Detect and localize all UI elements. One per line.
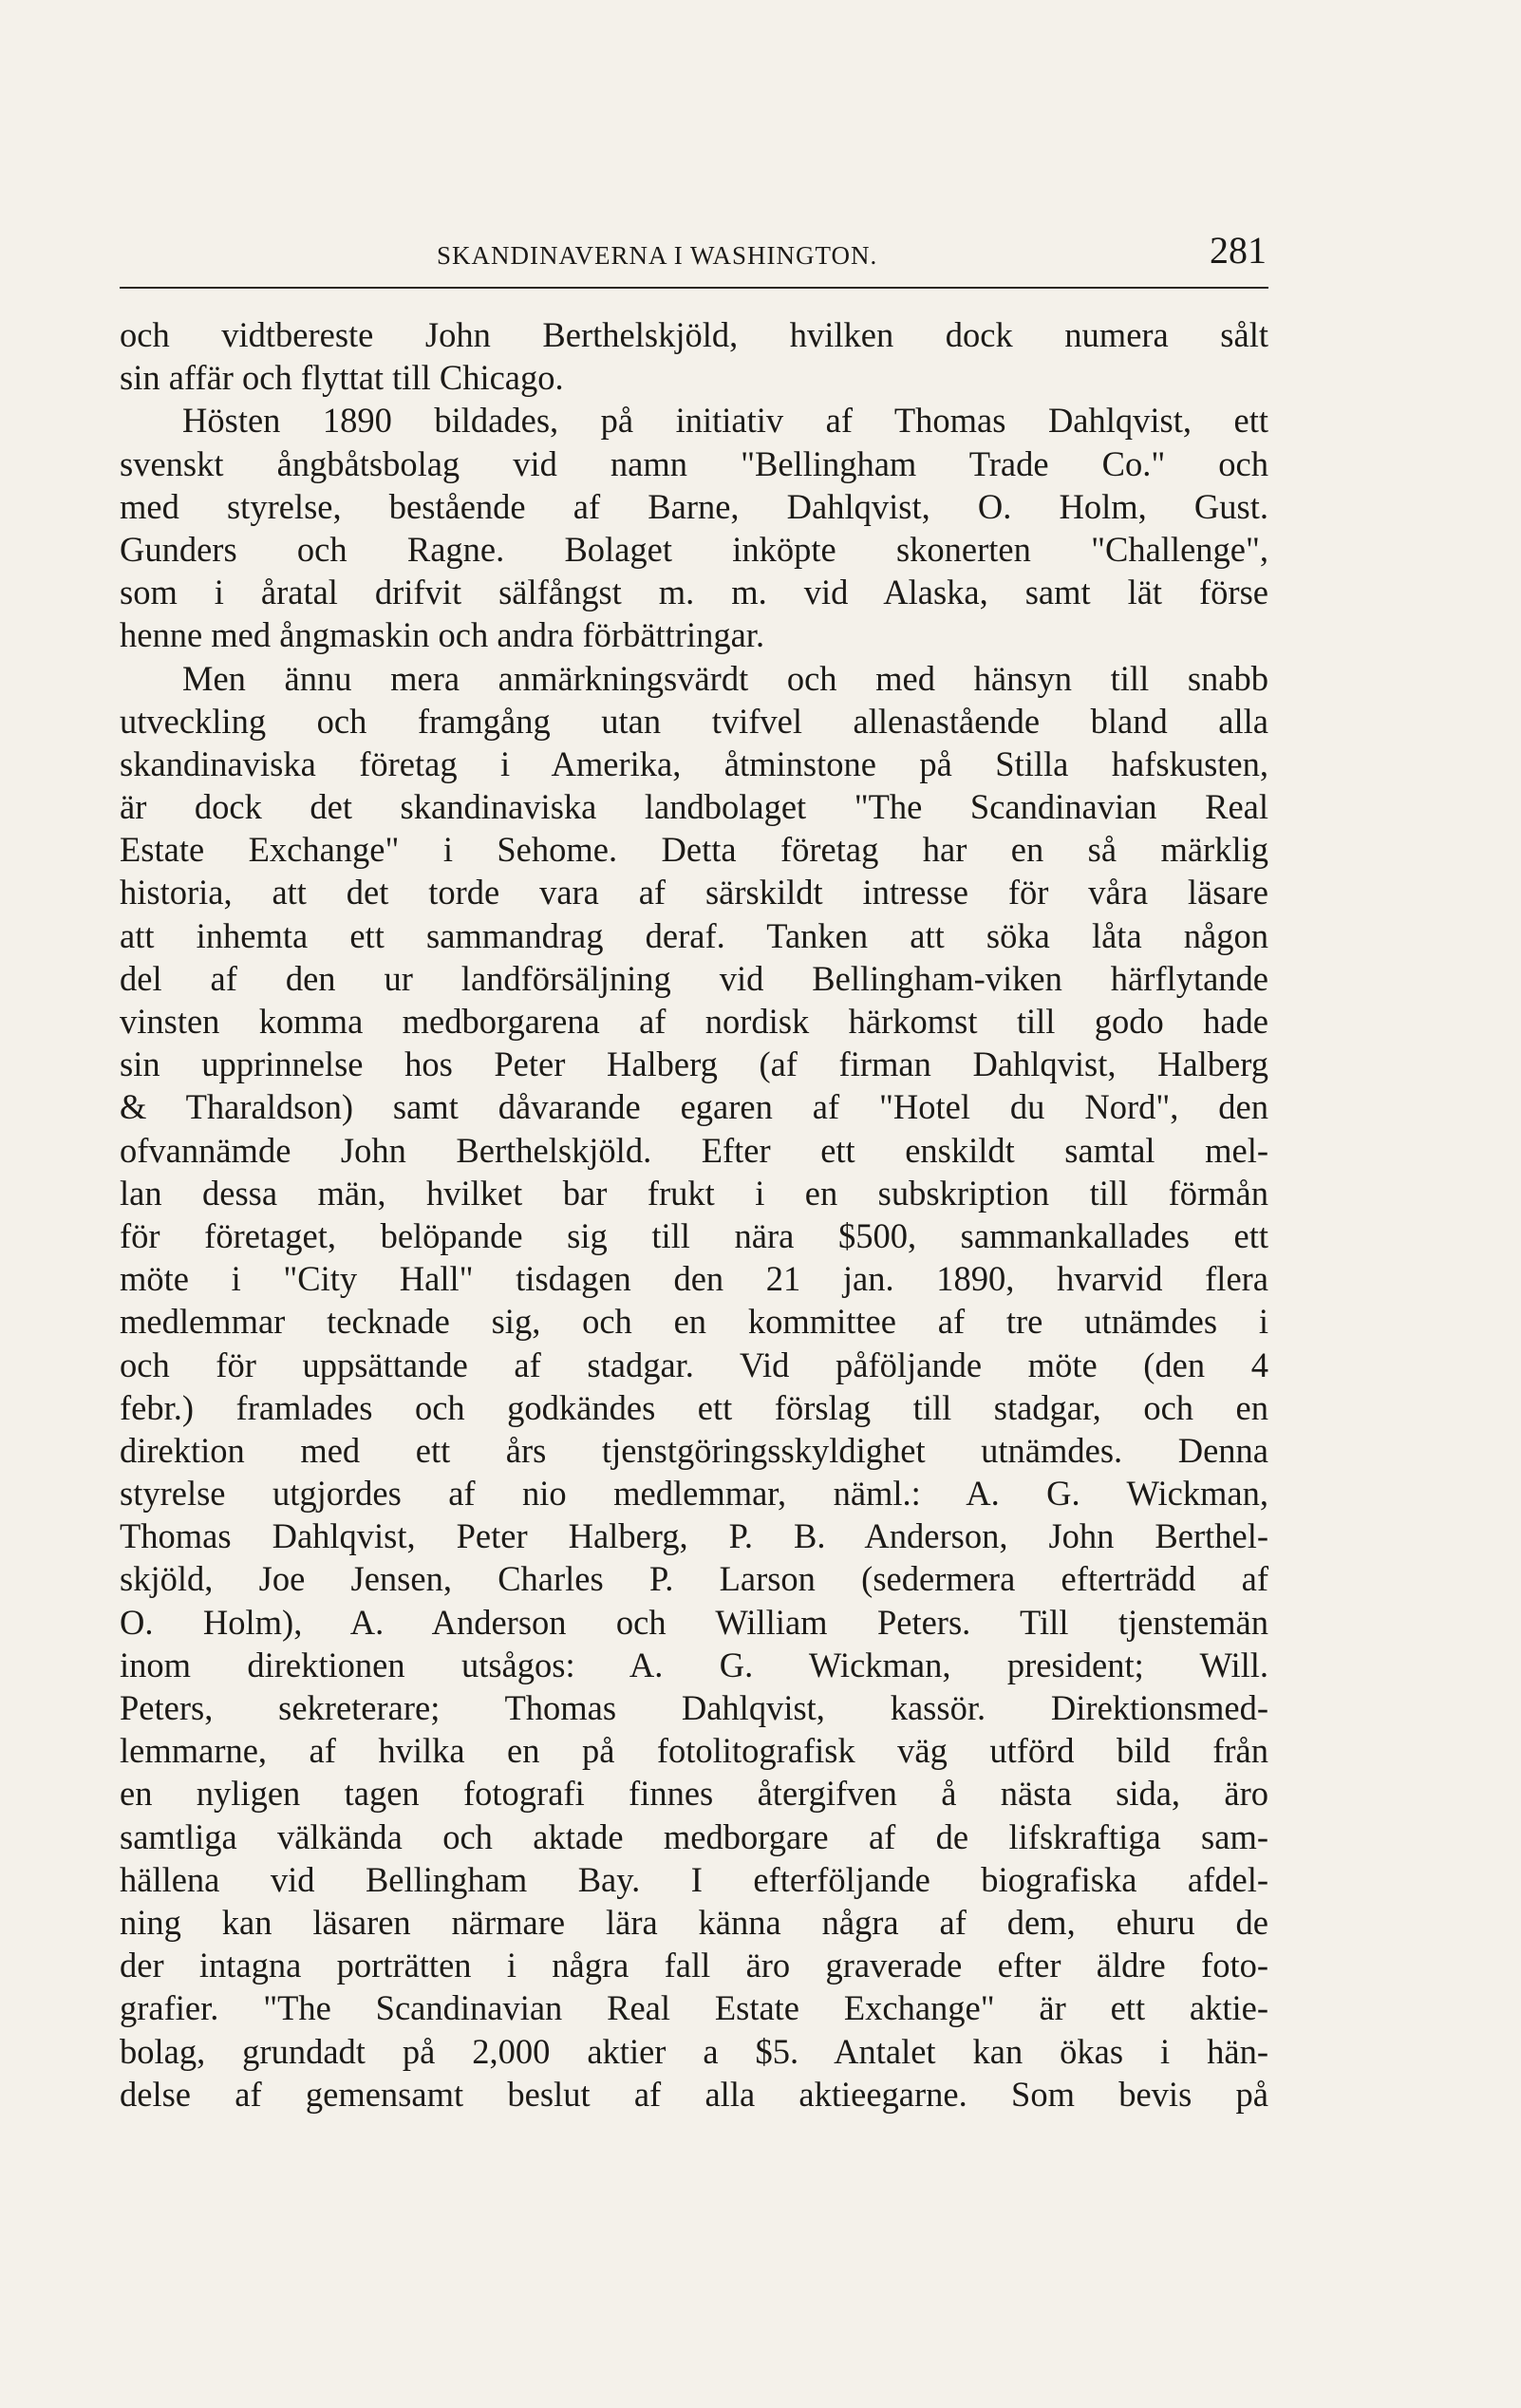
- text-line: sin upprinnelse hos Peter Halberg (af firman Dahlqvist, Halberg: [120, 1044, 1268, 1084]
- book-page: [120, 228, 1268, 2116]
- text-line: vinsten komma medborgarena af nordisk härkomst till godo hade: [120, 1002, 1268, 1041]
- text-line: O. Holm), A. Anderson och William Peters. Till tjenstemän: [120, 1602, 1268, 1642]
- text-line: & Tharaldson) samt dåvarande egaren af "Hotel du Nord", den: [120, 1087, 1268, 1127]
- text-line: styrelse utgjordes af nio medlemmar, näml.: A. G. Wickman,: [120, 1474, 1268, 1514]
- page-number: 281: [1210, 229, 1267, 272]
- text-line: historia, att det torde vara af särskildt intresse för våra läsare: [120, 873, 1268, 912]
- text-line: som i åratal drifvit sälfångst m. m. vid Alaska, samt lät förse: [120, 573, 1268, 612]
- text-line: Thomas Dahlqvist, Peter Halberg, P. B. Anderson, John Berthel-: [120, 1516, 1268, 1556]
- text-line: ning kan läsaren närmare lära känna några af dem, ehuru de: [120, 1902, 1268, 1942]
- text-line: del af den ur landförsäljning vid Bellingham-viken härflytande: [120, 958, 1268, 998]
- running-title: SKANDINAVERNA I WASHINGTON.: [437, 241, 878, 270]
- text-line: Estate Exchange" i Sehome. Detta företag har en så märklig: [120, 830, 1268, 870]
- text-line: hällena vid Bellingham Bay. I efterföljande biografiska afdel-: [120, 1859, 1268, 1899]
- text-line: samtliga välkända och aktade medborgare af de lifskraftiga sam-: [120, 1816, 1268, 1856]
- text-line: Hösten 1890 bildades, på initiativ af Thomas Dahlqvist, ett: [182, 401, 1268, 441]
- text-line: för företaget, belöpande sig till nära $500, sammankallades ett: [120, 1215, 1268, 1255]
- text-line: med styrelse, bestående af Barne, Dahlqvist, O. Holm, Gust.: [120, 486, 1268, 526]
- text-line: svenskt ångbåtsbolag vid namn "Bellingham Trade Co." och: [120, 443, 1268, 483]
- text-line: och för uppsättande af stadgar. Vid påföljande möte (den 4: [120, 1345, 1268, 1384]
- text-line: grafier. "The Scandinavian Real Estate Exchange" är ett aktie-: [120, 1988, 1268, 2028]
- text-line: sin affär och flyttat till Chicago.: [120, 358, 564, 398]
- text-line: möte i "City Hall" tisdagen den 21 jan. 1890, hvarvid flera: [120, 1259, 1268, 1299]
- text-line: Gunders och Ragne. Bolaget inköpte skonerten "Challenge",: [120, 529, 1268, 569]
- text-line: henne med ångmaskin och andra förbättringar.: [120, 615, 765, 655]
- text-line: febr.) framlades och godkändes ett förslag till stadgar, och en: [120, 1387, 1268, 1427]
- text-line: bolag, grundadt på 2,000 aktier a $5. Antalet kan ökas i hän-: [120, 2031, 1268, 2071]
- text-line: är dock det skandinaviska landbolaget "The Scandinavian Real: [120, 787, 1268, 827]
- text-line: och vidtbereste John Berthelskjöld, hvilken dock numera sålt: [120, 315, 1268, 354]
- text-line: att inhemta ett sammandrag deraf. Tanken att söka låta någon: [120, 915, 1268, 955]
- text-line: der intagna porträtten i några fall äro graverade efter äldre foto-: [120, 1946, 1268, 1985]
- text-line: medlemmar tecknade sig, och en kommittee af tre utnämdes i: [120, 1302, 1268, 1342]
- text-line: inom direktionen utsågos: A. G. Wickman, president; Will.: [120, 1645, 1268, 1684]
- text-line: skjöld, Joe Jensen, Charles P. Larson (sedermera efterträdd af: [120, 1559, 1268, 1599]
- text-line: lan dessa män, hvilket bar frukt i en subskription till förmån: [120, 1173, 1268, 1213]
- text-line: en nyligen tagen fotografi finnes återgifven å nästa sida, äro: [120, 1774, 1268, 1814]
- body-text: [120, 313, 1268, 2116]
- text-line: ofvannämde John Berthelskjöld. Efter ett enskildt samtal mel-: [120, 1130, 1268, 1170]
- running-header: [120, 228, 1268, 289]
- text-line: utveckling och framgång utan tvifvel allenastående bland alla: [120, 701, 1268, 741]
- text-line: direktion med ett års tjenstgöringsskyldighet utnämdes. Denna: [120, 1430, 1268, 1470]
- text-line: Men ännu mera anmärkningsvärdt och med hänsyn till snabb: [182, 658, 1268, 698]
- text-line: Peters, sekreterare; Thomas Dahlqvist, kassör. Direktionsmed-: [120, 1688, 1268, 1727]
- text-line: skandinaviska företag i Amerika, åtminstone på Stilla hafskusten,: [120, 743, 1268, 783]
- text-line: lemmarne, af hvilka en på fotolitografisk väg utförd bild från: [120, 1731, 1268, 1771]
- text-line: delse af gemensamt beslut af alla aktieegarne. Som bevis på: [120, 2074, 1268, 2114]
